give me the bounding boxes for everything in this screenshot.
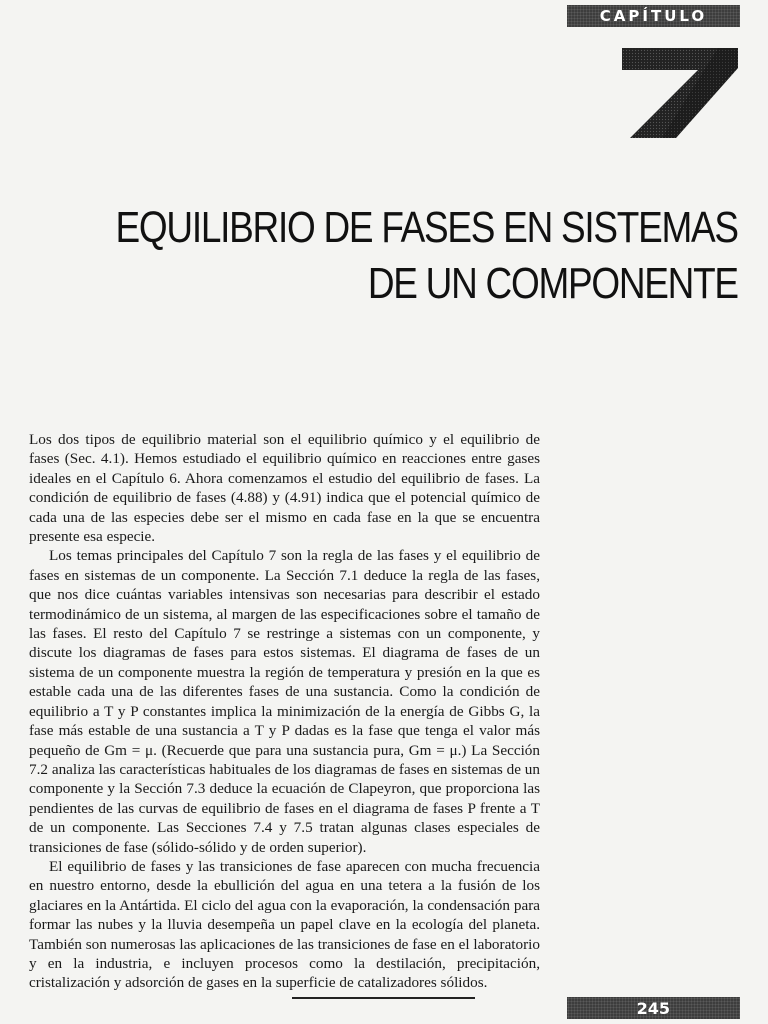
paragraph: Los temas principales del Capítulo 7 son la regla de las fases y el equilibrio de fases en sistemas de un componente. La Sección 7.1 deduce la regla de las fases, que nos dice cuántas variables intensivas son necesarias para describir el estado termodinámico de un sistema, al margen de las especificaciones sobre el tamaño de las fases. El resto del Capítulo 7 se restringe a sistemas con un componente, y discute los diagramas de fases para estos sistemas. El diagrama de fases de un sistema de un componente muestra la región de temperatura y presión en la que es estable cada una de las diferentes fases de una sustancia. Como la condición de equilibrio a T y P constantes implica la minimización de la energía de Gibbs G, la fase más estable de una sustancia a T y P dadas es la fase que tenga el valor más pequeño de Gm = μ. (Recuerde que para una sustancia pura, Gm = μ.) La Sección 7.2 analiza las características habituales de los diagramas de fases en sistemas de un componente y la Sección 7.3 deduce la ecuación de Clapeyron, que proporciona las pendientes de las curvas de equilibrio de fases en el diagrama de fases P frente a T de un componente. Las Secciones 7.4 y 7.5 tratan algunas clases especiales de transiciones de fase (sólido-sólido y de orden superior).	[29, 547, 540, 856]
chapter-title-line-2: DE UN COMPONENTE	[367, 259, 738, 308]
chapter-number-7-figure	[610, 28, 740, 140]
chapter-title	[116, 200, 738, 312]
chapter-label: CAPÍTULO	[599, 6, 708, 25]
chapter-title-line-1: EQUILIBRIO DE FASES EN SISTEMAS	[115, 203, 738, 252]
paragraph: El equilibrio de fases y las transiciones de fase aparecen con mucha frecuencia en nuestro entorno, desde la ebullición del agua en una tetera a la fusión de los glaciares en la Antártida. El ciclo del agua con la evaporación, la condensación para formar las nubes y la lluvia desempeña un papel clave en la ecología del planeta. También son numerosas las aplicaciones de las transiciones de fase en el laboratorio y en la industria, e incluyen procesos como la destilación, precipitación, cristalización y adsorción de gases en la superficie de catalizadores sólidos.	[29, 857, 540, 992]
page-number-band	[567, 997, 740, 1019]
page-number: 245	[636, 998, 670, 1018]
chapter-number-graphic	[610, 28, 740, 140]
footer-divider	[292, 997, 475, 999]
chapter-header-band	[567, 5, 740, 27]
chapter-intro-text	[29, 430, 540, 993]
paragraph: Los dos tipos de equilibrio material son el equilibrio químico y el equilibrio de fases (Sec. 4.1). Hemos estudiado el equilibrio químico en reacciones entre gases ideales en el Capítulo 6. Ahora comenzamos el estudio del equilibrio de fases. La condición de equilibrio de fases (4.88) y (4.91) indica que el potencial químico de cada una de las especies debe ser el mismo en cada fase en la que se encuentra presente esa especie.	[29, 431, 540, 546]
